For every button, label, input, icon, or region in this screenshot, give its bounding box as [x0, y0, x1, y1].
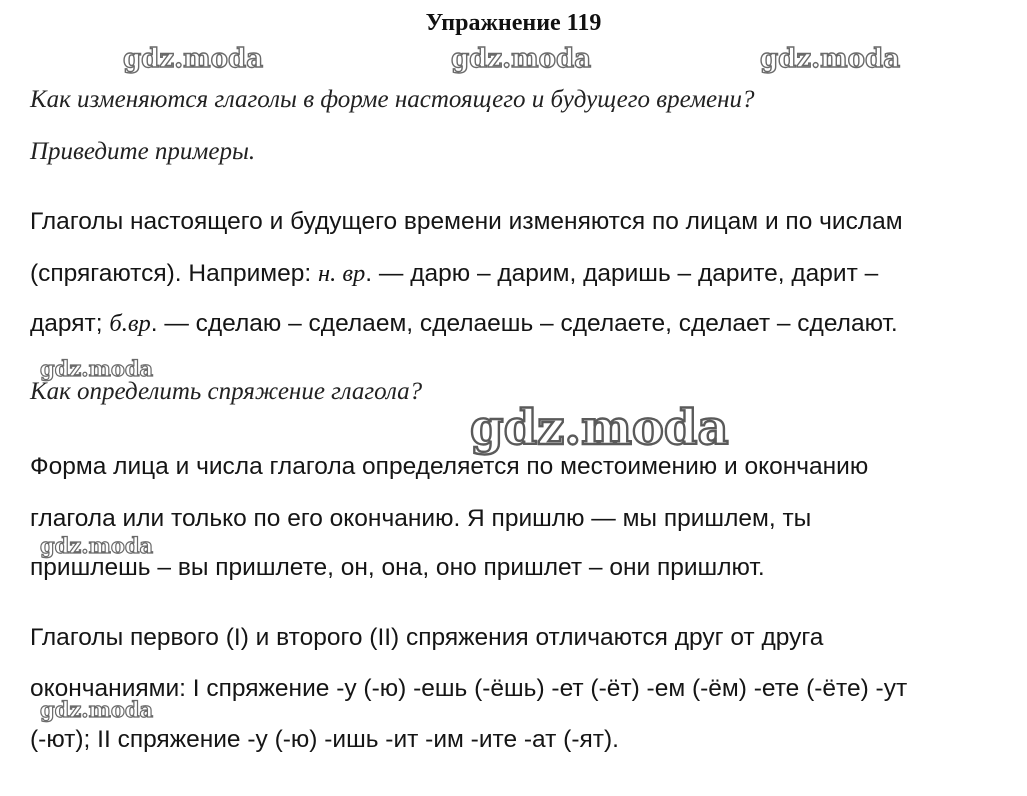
watermark-left-3: gdz.moda	[40, 697, 154, 722]
watermark-top-left: gdz.moda	[123, 44, 264, 74]
watermark-top-center: gdz.moda	[451, 44, 592, 74]
question-1-line-2: Приведите примеры.	[30, 138, 256, 165]
answer-1-line-1: Глаголы настоящего и будущего времени изменяются по лицам и по числам	[30, 208, 903, 235]
answer-3-line-3: (-ют); II спряжение -у (-ю) -ишь -ит -им -ите -ат (-ят).	[30, 726, 619, 753]
answer-2-line-1: Форма лица и числа глагола определяется по местоимению и окончанию	[30, 453, 869, 480]
future-tense-abbr: б.вр	[109, 310, 151, 337]
answer-3-line-1: Глаголы первого (I) и второго (II) спряжения отличаются друг от друга	[30, 624, 824, 651]
answer-1-line-3-text-b: . — сделаю – сделаем, сделаешь – сделаете, сделает – сделают.	[150, 310, 898, 337]
watermark-center-large: gdz.moda	[470, 400, 729, 456]
answer-1-line-2-text-a: (спрягаются). Например:	[30, 260, 318, 287]
watermark-left-1: gdz.moda	[40, 356, 154, 381]
answer-2-line-3: пришлешь – вы пришлете, он, она, оно пришлет – они пришлют.	[30, 554, 765, 581]
answer-2-line-2: глагола или только по его окончанию. Я пришлю — мы пришлем, ты	[30, 505, 812, 532]
answer-1-line-2	[30, 260, 878, 288]
exercise-title: Упражнение 119	[425, 10, 602, 36]
watermark-left-2: gdz.moda	[40, 533, 154, 558]
answer-1-line-2-text-b: . — дарю – дарим, даришь – дарите, дарит –	[365, 260, 879, 287]
question-1-line-1: Как изменяются глаголы в форме настоящего и будущего времени?	[30, 86, 755, 113]
answer-1-line-3	[30, 310, 898, 338]
answer-3-line-2: окончаниями: I спряжение -у (-ю) -ешь (-ёшь) -ет (-ёт) -ем (-ём) -ете (-ёте) -ут	[30, 675, 908, 702]
question-2-line-1: Как определить спряжение глагола?	[30, 378, 423, 405]
watermark-top-right: gdz.moda	[760, 44, 901, 74]
answer-1-line-3-text-a: дарят;	[30, 310, 110, 337]
present-tense-abbr: н. вр	[318, 260, 366, 287]
